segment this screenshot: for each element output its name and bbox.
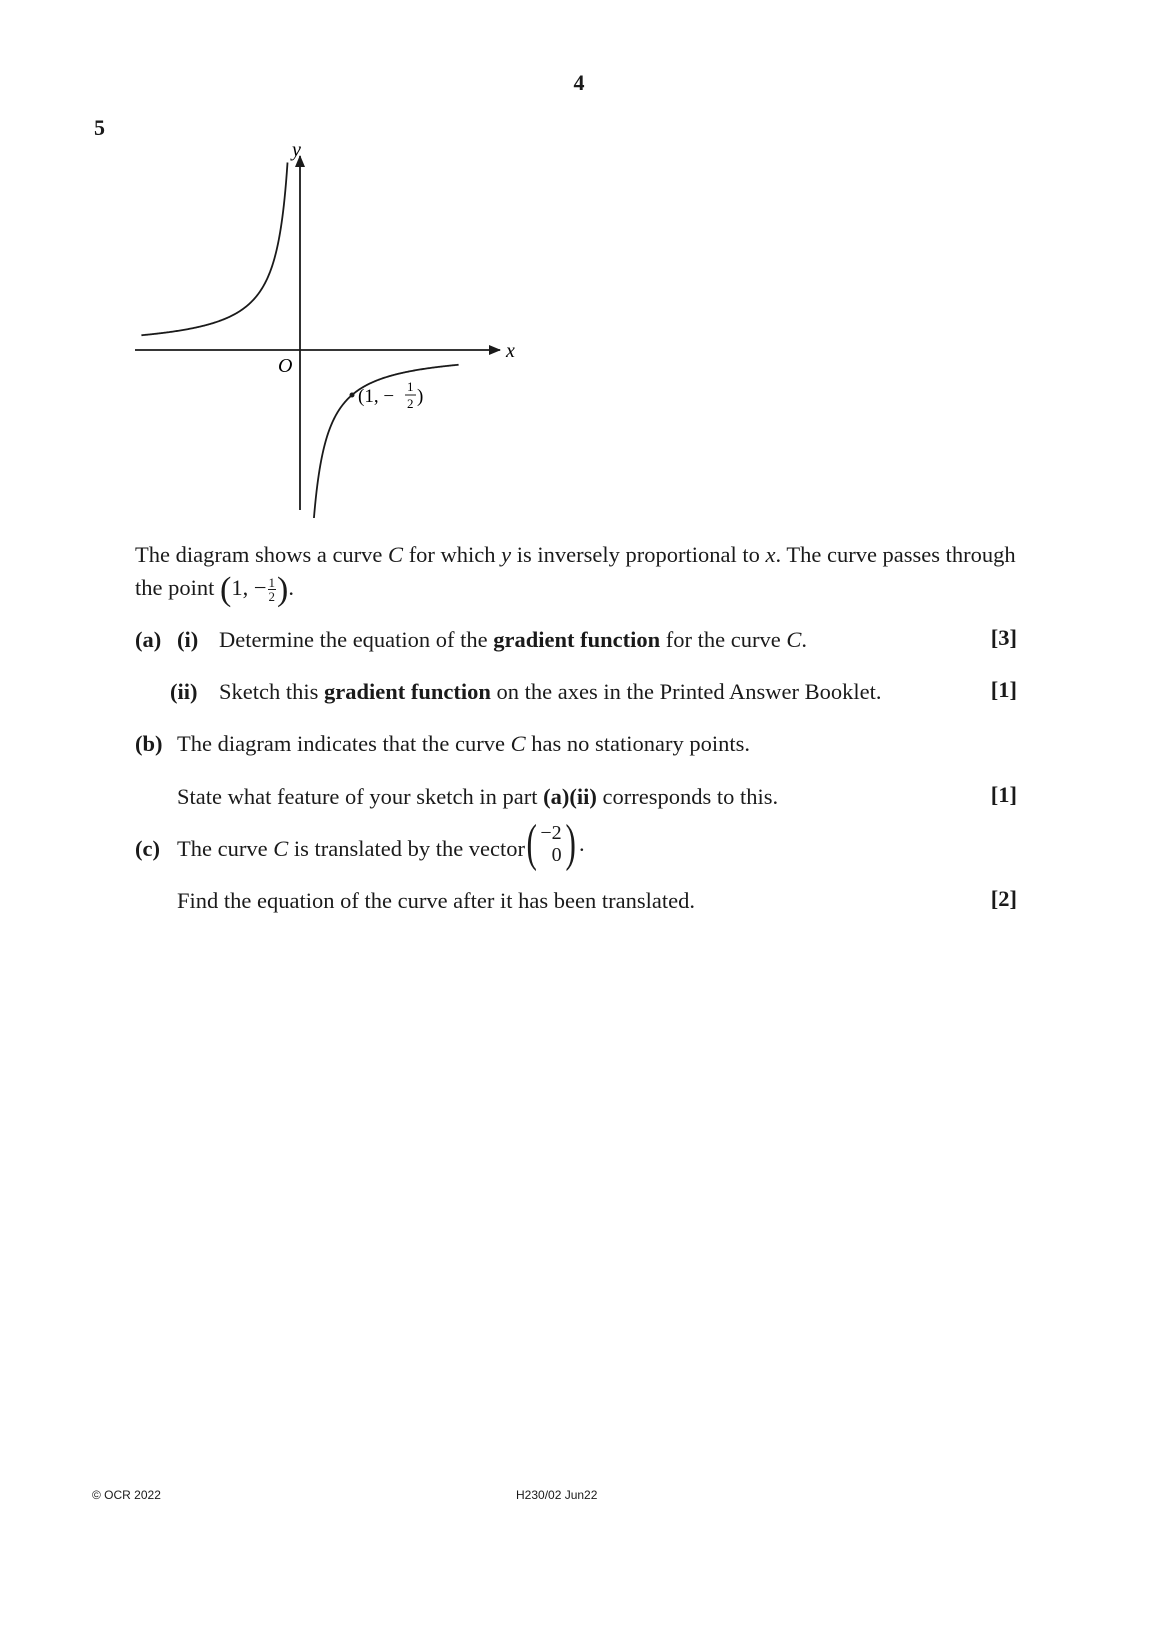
- intro-text: is inversely proportional to: [511, 542, 766, 567]
- mark-a-ii: [1]: [990, 677, 1017, 702]
- paren-open: (: [220, 570, 232, 608]
- part-b-label: (b): [135, 731, 163, 756]
- question-text: Find the equation of the curve after it has been translated.: [177, 888, 695, 913]
- paren-close: ): [277, 570, 289, 608]
- origin-label: O: [278, 355, 293, 377]
- question-text: Determine the equation of the: [219, 627, 494, 652]
- x-axis-label: x: [506, 340, 515, 362]
- part-c-text-2: [177, 886, 695, 916]
- mark-a-i: [3]: [990, 625, 1017, 650]
- fraction-denominator: 2: [268, 589, 276, 605]
- curve-name: C: [388, 542, 404, 567]
- question-text: The curve: [177, 836, 274, 861]
- fraction: [268, 576, 277, 603]
- question-text: has no stationary points.: [525, 731, 750, 756]
- intro-text: The diagram shows a curve: [135, 542, 389, 567]
- marked-point: [350, 393, 355, 398]
- intro-text: for which: [403, 542, 502, 567]
- mark-c: [2]: [990, 886, 1017, 911]
- question-text: Sketch this: [219, 679, 324, 704]
- intro-text: .: [288, 575, 294, 600]
- part-a-label: (a): [135, 627, 162, 652]
- vector: [523, 815, 579, 872]
- point-label-suffix: ): [417, 386, 424, 407]
- part-c-label-wrap: [135, 834, 160, 864]
- var-y: y: [501, 542, 512, 567]
- part-a-i-text: [219, 625, 807, 655]
- part-b-text-2: [177, 782, 778, 812]
- curve-name: C: [273, 836, 289, 861]
- part-a-i-label: (i): [177, 627, 199, 652]
- part-a-i: [135, 625, 161, 655]
- var-x: x: [765, 542, 776, 567]
- point-label-prefix: (1, −: [358, 386, 395, 407]
- mark-b: [1]: [990, 782, 1017, 807]
- intro-line-1: [135, 540, 1016, 570]
- question-text: .: [801, 627, 808, 652]
- vector-bracket-right: ): [565, 815, 576, 872]
- part-a-i-label-wrap: [177, 625, 198, 655]
- part-c-text-1: [177, 834, 525, 864]
- footer-copyright: © OCR 2022: [92, 1488, 161, 1502]
- question-text: State what feature of your sketch in part: [177, 784, 544, 809]
- page-number: 4: [573, 70, 585, 95]
- emphasis: (a)(ii): [543, 784, 597, 809]
- vector-bracket-left: (: [526, 815, 537, 872]
- vector-bottom: 0: [551, 844, 562, 866]
- part-a-ii-text: [219, 677, 881, 707]
- question-text: is translated by the vector: [288, 836, 526, 861]
- emphasis: gradient function: [324, 679, 491, 704]
- intro-line-2: [135, 570, 294, 608]
- curve-branch-left: [141, 163, 287, 336]
- y-axis-label: y: [292, 139, 301, 161]
- part-b-text-1: [177, 729, 750, 759]
- point-label-frac-num: 1: [407, 379, 414, 394]
- translation-vector: [523, 815, 585, 872]
- question-text: for the curve: [660, 627, 787, 652]
- intro-text: the point: [135, 575, 220, 600]
- point-text: 1, −: [231, 575, 267, 600]
- question-number: 5: [94, 115, 105, 140]
- part-a-ii-label: (ii): [170, 679, 198, 704]
- emphasis: gradient function: [493, 627, 661, 652]
- question-text: .: [578, 831, 585, 856]
- question-text: on the axes in the Printed Answer Booklet.: [490, 679, 882, 704]
- intro-text: . The curve passes through: [775, 542, 1016, 567]
- footer-paper-code: H230/02 Jun22: [516, 1488, 598, 1502]
- curve-name: C: [786, 627, 802, 652]
- fraction-numerator: 1: [268, 575, 276, 591]
- curve-diagram: [130, 138, 550, 518]
- part-c-label: (c): [135, 836, 160, 861]
- point-label-frac-den: 2: [407, 396, 414, 411]
- question-text: The diagram indicates that the curve: [177, 731, 511, 756]
- vector-top: −2: [540, 822, 562, 844]
- question-text: corresponds to this.: [596, 784, 779, 809]
- part-a-ii-label-wrap: [170, 677, 198, 707]
- curve-name: C: [510, 731, 526, 756]
- vector-column: [540, 822, 561, 866]
- part-b-label-wrap: [135, 729, 163, 759]
